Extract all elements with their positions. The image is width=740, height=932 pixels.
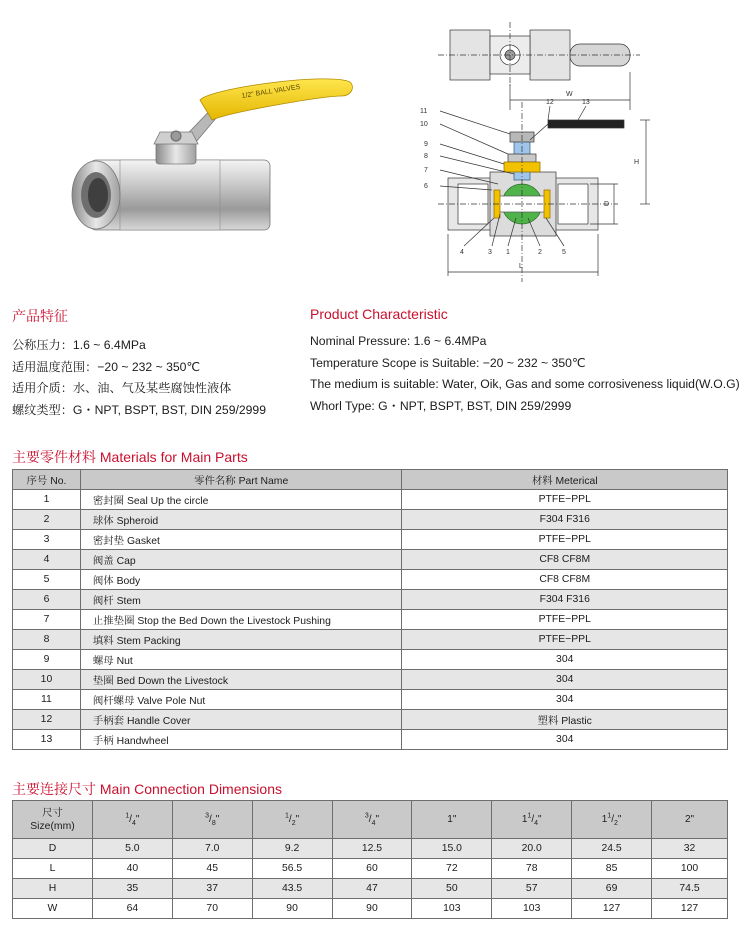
characteristics-cn-title: 产品特征	[12, 308, 68, 324]
part-number: 6	[13, 590, 81, 610]
callout-5: 5	[562, 249, 566, 256]
callout-8: 8	[424, 153, 428, 160]
size-numerator: 1	[125, 812, 130, 820]
part-name: 密封垫 Gasket	[80, 530, 402, 550]
size-numerator: 1	[527, 812, 532, 820]
dimension-value: 32	[652, 839, 728, 859]
col-header-part: 零件名称 Part Name	[80, 470, 402, 490]
size-header	[412, 801, 492, 839]
part-name: 螺母 Nut	[80, 650, 402, 670]
table-row	[13, 839, 728, 859]
part-material: 304	[402, 730, 728, 750]
dimension-value: 64	[92, 899, 172, 919]
table-row	[13, 570, 728, 590]
part-number: 4	[13, 550, 81, 570]
materials-table	[12, 469, 728, 750]
table-row	[13, 710, 728, 730]
table-row	[13, 899, 728, 919]
handle-grip	[200, 79, 352, 120]
size-denominator: 8	[211, 819, 216, 827]
dim-w-label: W	[566, 91, 573, 98]
dimension-value: 47	[332, 879, 412, 899]
callout-9: 9	[424, 141, 428, 148]
dimension-value: 5.0	[92, 839, 172, 859]
table-row	[13, 590, 728, 610]
size-header: $^1/_4$"	[92, 801, 172, 839]
characteristics-en	[310, 306, 740, 417]
dim-l-label: L	[519, 263, 523, 270]
size-numerator: 3	[205, 812, 210, 820]
dimension-value: 74.5	[652, 879, 728, 899]
part-number: 8	[13, 630, 81, 650]
part-number: 5	[13, 570, 81, 590]
callout-12: 12	[546, 99, 554, 106]
callout-1: 1	[506, 249, 510, 256]
dimensions-header-row	[13, 801, 728, 839]
char-cn-medium: 适用介质：水、油、气及某些腐蚀性液体	[12, 381, 232, 395]
dimension-value: 100	[652, 859, 728, 879]
table-row	[13, 859, 728, 879]
size-whole: 1"	[447, 814, 457, 825]
part-name: 阀杆 Stem	[80, 590, 402, 610]
part-number: 9	[13, 650, 81, 670]
size-denominator: 2	[613, 819, 618, 827]
table-row	[13, 490, 728, 510]
size-denominator: 4	[371, 819, 376, 827]
handle-text: 1/2" BALL VALVES	[241, 83, 301, 100]
valve-section-drawing	[418, 14, 730, 282]
char-en-thread: Whorl Type: G・NPT, BSPT, BST, DIN 259/2999	[310, 398, 572, 413]
part-name: 止推垫圈 Stop the Bed Down the Livestock Pushing	[80, 610, 402, 630]
part-name: 手柄套 Handle Cover	[80, 710, 402, 730]
dimension-value: 43.5	[252, 879, 332, 899]
table-row	[13, 650, 728, 670]
dimension-value: 127	[652, 899, 728, 919]
dimension-value: 20.0	[492, 839, 572, 859]
part-name: 阀体 Body	[80, 570, 402, 590]
dimension-label: W	[13, 899, 93, 919]
dimension-value: 103	[412, 899, 492, 919]
dimension-value: 70	[172, 899, 252, 919]
table-row	[13, 630, 728, 650]
dimension-value: 45	[172, 859, 252, 879]
size-header: $1^1/_4$"	[492, 801, 572, 839]
char-en-pressure: Nominal Pressure: 1.6 ~ 6.4MPa	[310, 334, 487, 348]
dimension-label: L	[13, 859, 93, 879]
dimension-value: 15.0	[412, 839, 492, 859]
size-whole: 1	[521, 813, 528, 825]
dimension-value: 56.5	[252, 859, 332, 879]
size-header: $1^1/_2$"	[572, 801, 652, 839]
dimension-value: 12.5	[332, 839, 412, 859]
dimension-value: 57	[492, 879, 572, 899]
part-name: 垫圈 Bed Down the Livestock	[80, 670, 402, 690]
table-row	[13, 530, 728, 550]
dimension-value: 69	[572, 879, 652, 899]
dimension-label: H	[13, 879, 93, 899]
dimension-value: 103	[492, 899, 572, 919]
dimension-label: D	[13, 839, 93, 859]
characteristics-cn	[12, 306, 302, 421]
dimension-value: 7.0	[172, 839, 252, 859]
part-number: 10	[13, 670, 81, 690]
dimension-value: 9.2	[252, 839, 332, 859]
dimension-value: 127	[572, 899, 652, 919]
size-whole: 2"	[684, 814, 695, 825]
size-denominator: 2	[291, 819, 296, 827]
dimensions-title: 主要连接尺寸 Main Connection Dimensions	[12, 781, 282, 797]
table-row	[13, 610, 728, 630]
dimension-value: 60	[332, 859, 412, 879]
dimension-value: 24.5	[572, 839, 652, 859]
part-material: F304 F316	[402, 590, 728, 610]
part-material: PTFE−PPL	[402, 610, 728, 630]
callout-13: 13	[582, 99, 590, 106]
callout-6: 6	[424, 183, 428, 190]
part-material: PTFE−PPL	[402, 530, 728, 550]
part-name: 密封圈 Seal Up the circle	[80, 490, 402, 510]
dimension-value: 37	[172, 879, 252, 899]
col-header-material: 材料 Meterical	[402, 470, 728, 490]
dimension-value: 35	[92, 879, 172, 899]
part-name: 填料 Stem Packing	[80, 630, 402, 650]
dimension-value: 90	[332, 899, 412, 919]
table-row	[13, 670, 728, 690]
callout-11: 11	[420, 108, 428, 115]
col-header-no: 序号 No.	[13, 470, 81, 490]
part-number: 13	[13, 730, 81, 750]
part-name: 手柄 Handwheel	[80, 730, 402, 750]
table-row	[13, 730, 728, 750]
table-row	[13, 879, 728, 899]
part-number: 7	[13, 610, 81, 630]
size-corner-header	[13, 801, 93, 839]
callout-4: 4	[460, 249, 464, 256]
part-material: PTFE−PPL	[402, 630, 728, 650]
table-row	[13, 690, 728, 710]
part-material: 304	[402, 650, 728, 670]
part-material: 塑料 Plastic	[402, 710, 728, 730]
part-number: 1	[13, 490, 81, 510]
dim-d-label: D	[604, 201, 610, 208]
dimensions-table	[12, 800, 728, 919]
size-numerator: 3	[364, 812, 369, 820]
dimension-value: 40	[92, 859, 172, 879]
part-material: 304	[402, 670, 728, 690]
materials-header-row	[13, 470, 728, 490]
ball-valve-photo	[60, 60, 360, 235]
callout-7: 7	[424, 167, 428, 174]
part-number: 12	[13, 710, 81, 730]
part-number: 11	[13, 690, 81, 710]
size-numerator: 1	[285, 812, 289, 820]
char-en-temperature: Temperature Scope is Suitable: −20 ~ 232 ~ 350℃	[310, 355, 586, 370]
dim-h-label: H	[634, 159, 640, 166]
dimension-value: 50	[412, 879, 492, 899]
char-en-medium: The medium is suitable: Water, Oik, Gas and some corrosiveness liquid(W.O.G)	[310, 377, 740, 391]
part-number: 3	[13, 530, 81, 550]
materials-title: 主要零件材料 Materials for Main Parts	[12, 449, 248, 465]
size-denominator: 4	[534, 819, 538, 827]
part-material: F304 F316	[402, 510, 728, 530]
char-cn-temperature: 适用温度范围：−20 ~ 232 ~ 350℃	[12, 359, 201, 374]
part-number: 2	[13, 510, 81, 530]
table-row	[13, 510, 728, 530]
callout-3: 3	[488, 249, 492, 256]
dimension-value: 85	[572, 859, 652, 879]
callout-2: 2	[538, 249, 542, 256]
dimension-value: 72	[412, 859, 492, 879]
part-material: CF8 CF8M	[402, 550, 728, 570]
part-name: 阀杆螺母 Valve Pole Nut	[80, 690, 402, 710]
table-row	[13, 550, 728, 570]
dimension-value: 90	[252, 899, 332, 919]
size-numerator: 1	[607, 812, 612, 820]
size-whole: 1	[601, 813, 608, 825]
size-denominator: 4	[131, 819, 136, 827]
size-header	[652, 801, 728, 839]
size-header: $^1/_2$"	[252, 801, 332, 839]
part-material: CF8 CF8M	[402, 570, 728, 590]
part-name: 球体 Spheroid	[80, 510, 402, 530]
part-material: PTFE−PPL	[402, 490, 728, 510]
size-corner-cn: 尺寸	[42, 807, 63, 819]
size-header: $^3/_4$"	[332, 801, 412, 839]
characteristics-en-title: Product Characteristic	[310, 306, 448, 322]
part-material: 304	[402, 690, 728, 710]
callout-10: 10	[420, 121, 428, 128]
char-cn-pressure: 公称压力：1.6 ~ 6.4MPa	[12, 338, 146, 352]
size-corner-en: Size(mm)	[30, 820, 75, 832]
dimension-value: 78	[492, 859, 572, 879]
part-name: 阀盖 Cap	[80, 550, 402, 570]
size-header: $^3/_8$"	[172, 801, 252, 839]
char-cn-thread: 螺纹类型：G・NPT, BSPT, BST, DIN 259/2999	[12, 402, 266, 417]
